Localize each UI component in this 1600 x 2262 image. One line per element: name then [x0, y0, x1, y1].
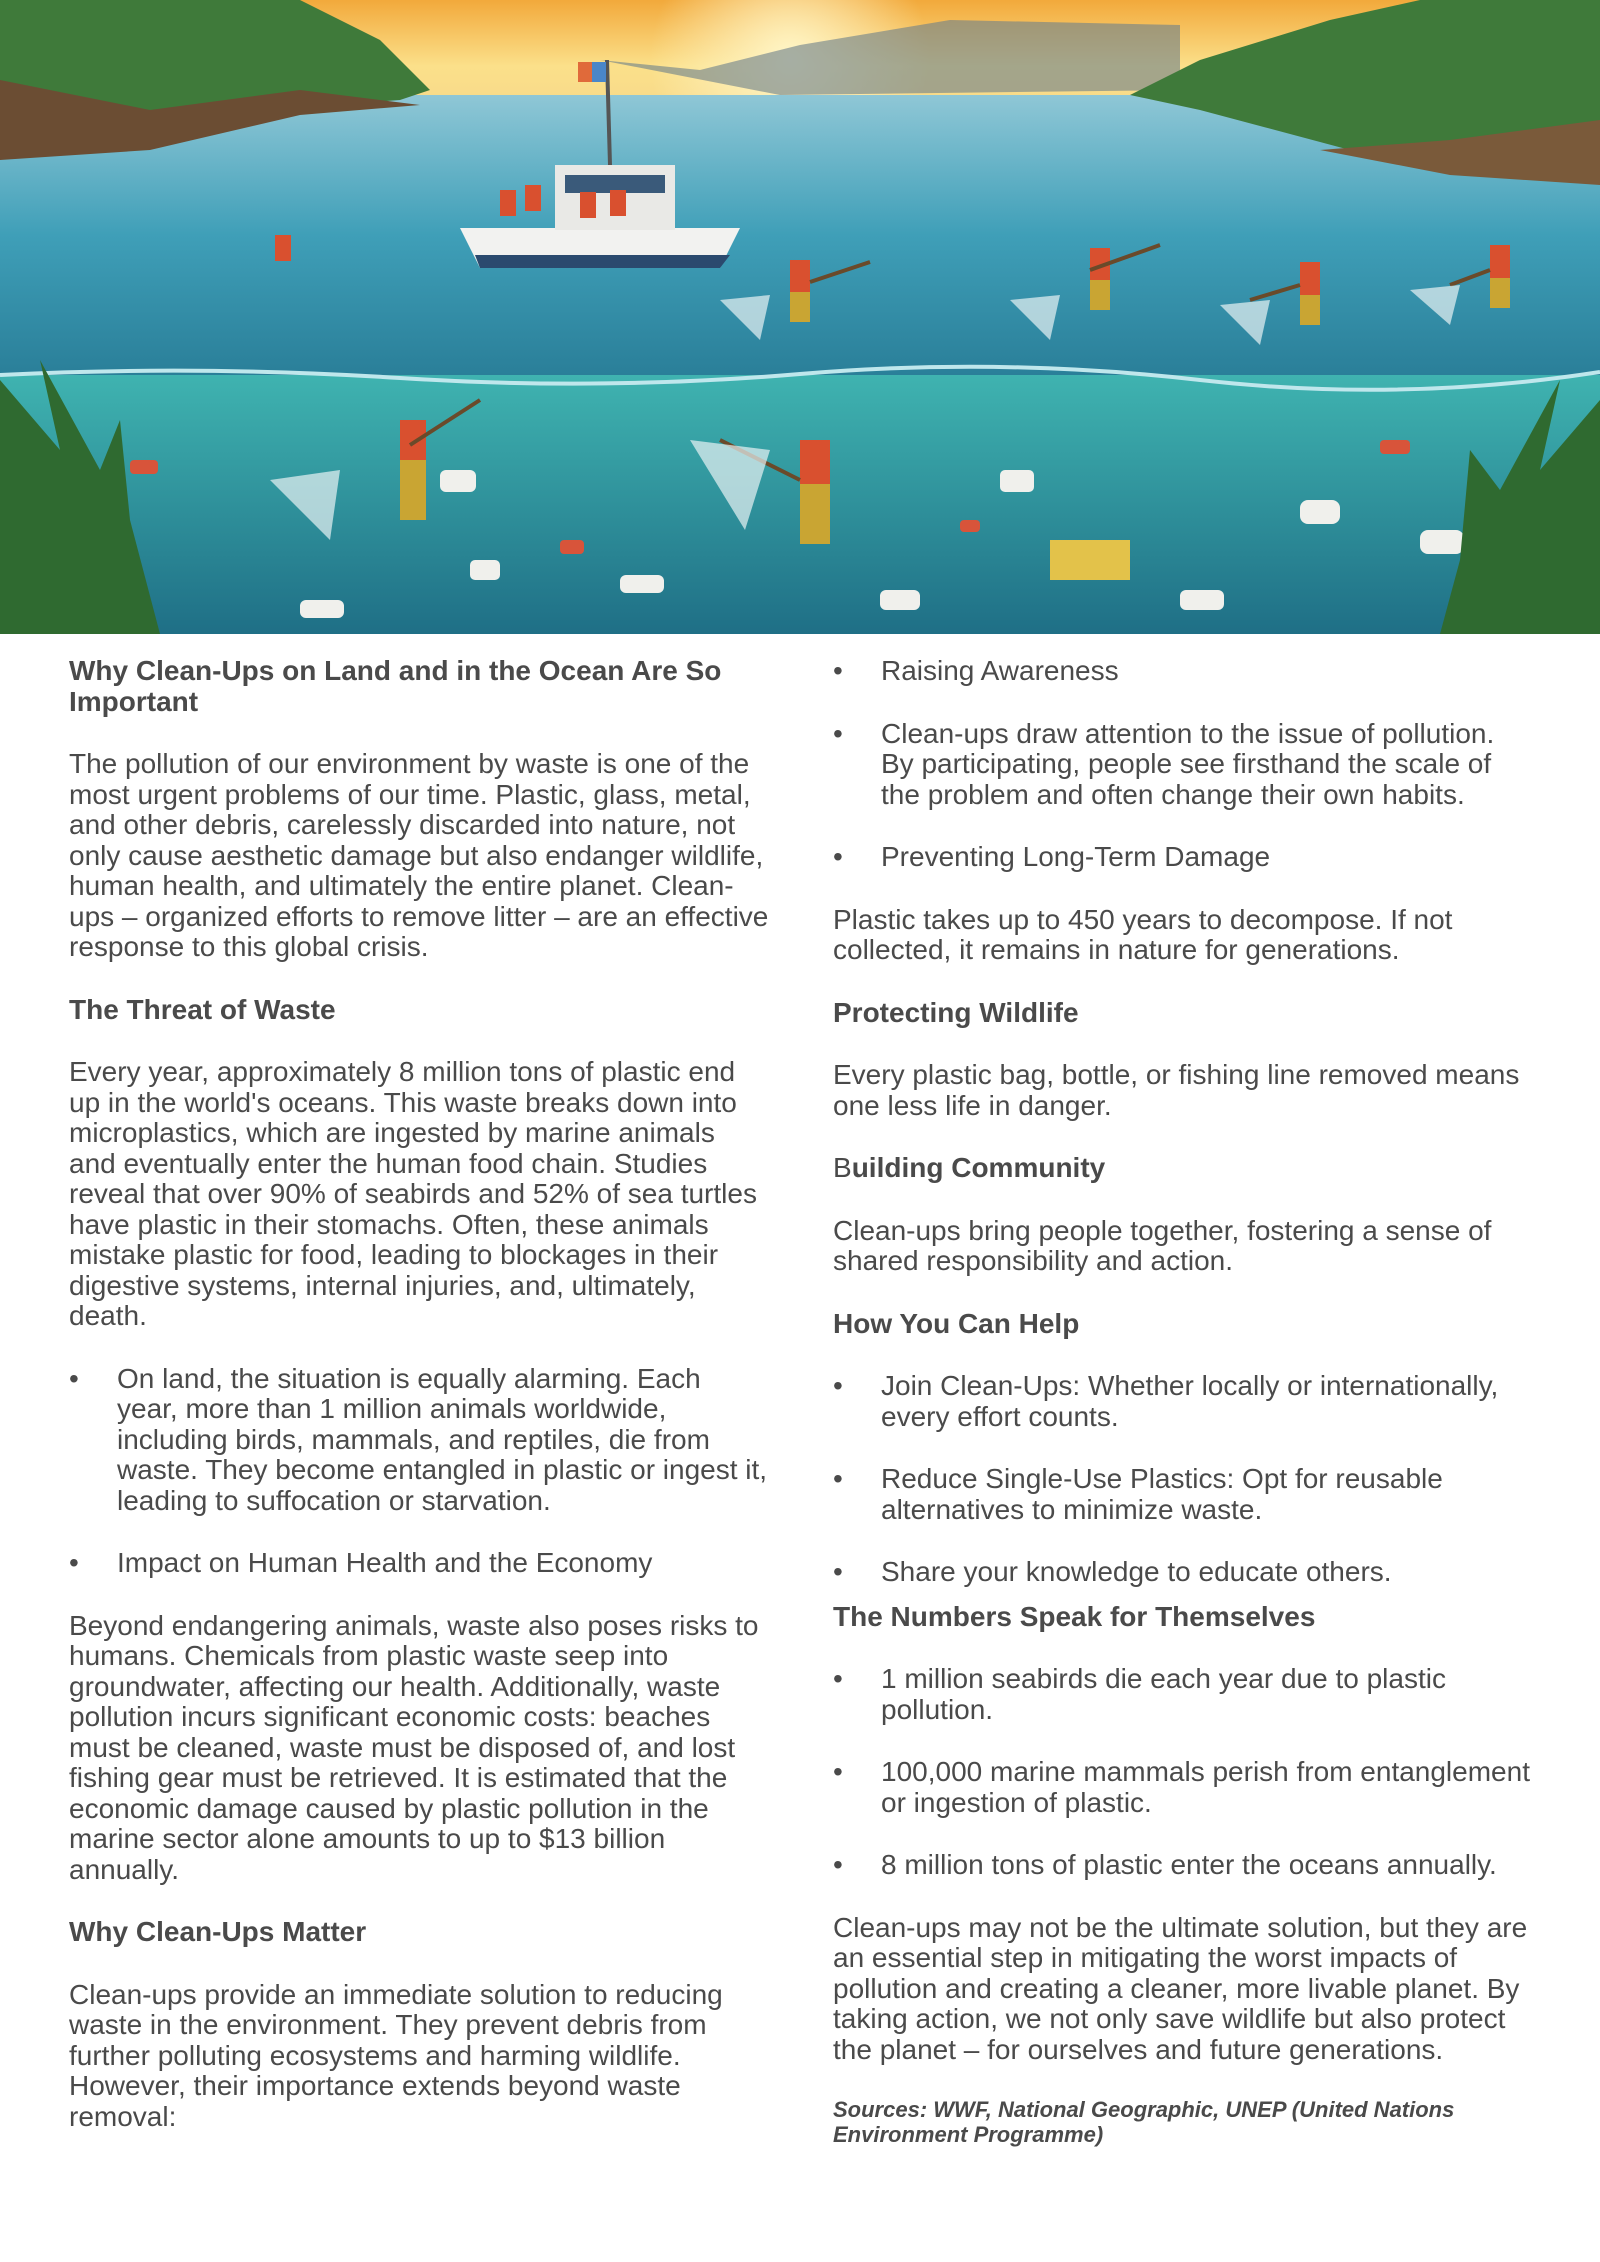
community-heading-initial: B [833, 1152, 852, 1183]
closing-paragraph: Clean-ups may not be the ultimate solution, but they are an essential step in mitigating the worst impacts of pollution and creating a cleaner, more livable planet. By taking action, we not only save wildlife but also protect the planet – for ourselves and future generations. [833, 1911, 1528, 2065]
list-item [833, 1757, 1533, 1818]
bullet-icon: • [833, 717, 843, 749]
list-item-text: Preventing Long-Term Damage [881, 841, 1271, 872]
bullet-icon: • [69, 1547, 79, 1578]
list-item-text: Clean-ups draw attention to the issue of pollution. By participating, people see firsthand the scale of the problem and often change their own habits. [881, 717, 1495, 810]
list-item [833, 1371, 1533, 1432]
list-item-text: 100,000 marine mammals perish from entanglement or ingestion of plastic. [881, 1756, 1530, 1818]
list-item [833, 1664, 1533, 1725]
left-column [69, 656, 769, 2164]
bullet-icon: • [833, 655, 843, 686]
bullet-icon: • [833, 1849, 843, 1880]
list-item [833, 1850, 1533, 1881]
bullet-icon: • [833, 1663, 843, 1694]
decompose-paragraph: Plastic takes up to 450 years to decompose. If not collected, it remains in nature for generations. [833, 903, 1453, 965]
threat-list [69, 1364, 769, 1579]
right-column [833, 656, 1533, 2147]
matter-heading: Why Clean-Ups Matter [69, 1916, 367, 1947]
list-item-text: Share your knowledge to educate others. [881, 1556, 1392, 1587]
community-heading [833, 1153, 1533, 1184]
health-paragraph: Beyond endangering animals, waste also poses risks to humans. Chemicals from plastic waste seep into groundwater, affecting our health. Additionally, waste pollution incurs significant economic costs: beaches must be cleaned, waste must be disposed of, and lost fishing gear must be retrieved. It is estimated that the economic damage caused by plastic pollution in the marine sector alone amounts to up to $13 billion annually. [69, 1609, 759, 1885]
reasons-list [833, 656, 1533, 873]
bullet-icon: • [833, 1463, 843, 1494]
intro-paragraph: The pollution of our environment by waste is one of the most urgent problems of our time. Plastic, glass, metal, and other debris, carelessly discarded into nature, not only cause aesthetic damage but also endanger wildlife, human health, and ultimately the entire planet. Clean-ups – organized efforts to remove litter – are an effective response to this global crisis. [69, 748, 769, 962]
list-item [69, 1548, 769, 1579]
threat-paragraph: Every year, approximately 8 million tons of plastic end up in the world's oceans. This waste breaks down into microplastics, which are ingested by marine animals and eventually enter the human food chain. Studies reveal that over 90% of seabirds and 52% of sea turtles have plastic in their stomachs. Often, these animals mistake plastic for food, leading to blockages in their digestive systems, internal injuries, and, ultimately, death. [69, 1056, 757, 1331]
bullet-icon: • [833, 841, 843, 872]
ocean-cleanup-illustration [0, 0, 1600, 634]
list-item-text: Reduce Single-Use Plastics: Opt for reusable alternatives to minimize waste. [881, 1463, 1443, 1525]
bullet-icon: • [833, 1556, 843, 1587]
bullet-icon: • [833, 1756, 843, 1787]
list-item-text: Join Clean-Ups: Whether locally or internationally, every effort counts. [881, 1370, 1499, 1432]
list-item-text: Raising Awareness [881, 655, 1119, 686]
hero-illustration [0, 0, 1600, 634]
community-heading-rest: uilding Community [851, 1152, 1106, 1183]
article-title: Why Clean-Ups on Land and in the Ocean Are So Important [69, 655, 722, 717]
list-item [833, 719, 1533, 811]
help-heading: How You Can Help [833, 1307, 1080, 1339]
list-item-text: Impact on Human Health and the Economy [117, 1547, 653, 1578]
threat-heading: The Threat of Waste [69, 993, 336, 1025]
numbers-list [833, 1664, 1533, 1881]
numbers-heading: The Numbers Speak for Themselves [833, 1600, 1316, 1632]
matter-paragraph: Clean-ups provide an immediate solution to reducing waste in the environment. They prevent debris from further polluting ecosystems and harming wildlife. However, their importance extends beyond waste removal: [69, 1978, 723, 2132]
list-item [833, 1557, 1533, 1588]
wildlife-paragraph: Every plastic bag, bottle, or fishing line removed means one less life in danger. [833, 1059, 1520, 1121]
bullet-icon: • [69, 1362, 79, 1394]
list-item-text: 1 million seabirds die each year due to plastic pollution. [881, 1663, 1446, 1725]
list-item-text: On land, the situation is equally alarming. Each year, more than 1 million animals worldwide, including birds, mammals, and reptiles, die from waste. They become entangled in plastic or ingest it, leading to suffocation or starvation. [117, 1362, 768, 1516]
list-item-text: 8 million tons of plastic enter the oceans annually. [881, 1849, 1497, 1880]
community-paragraph: Clean-ups bring people together, fostering a sense of shared responsibility and action. [833, 1214, 1492, 1276]
sources-note: Sources: WWF, National Geographic, UNEP (United Nations Environment Programme) [833, 2097, 1455, 2147]
list-item [69, 1364, 769, 1517]
list-item [833, 842, 1533, 873]
list-item [833, 656, 1533, 687]
list-item [833, 1464, 1533, 1525]
help-list [833, 1371, 1533, 1588]
bullet-icon: • [833, 1370, 843, 1401]
wildlife-heading: Protecting Wildlife [833, 996, 1079, 1028]
